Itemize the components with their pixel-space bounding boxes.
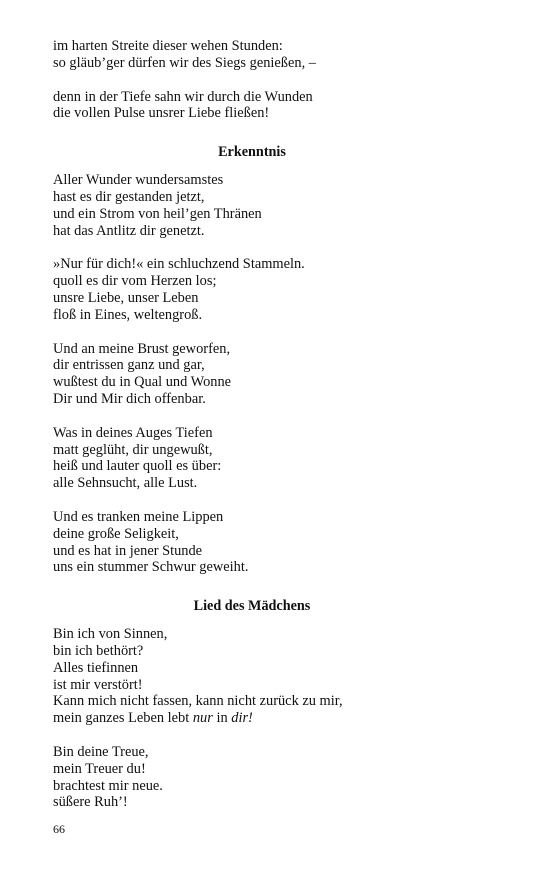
verse-line: wußtest du in Qual und Wonne: [53, 374, 232, 391]
verse-line-with-emphasis: [53, 710, 503, 727]
poem1-stanza-2: [53, 256, 503, 323]
verse-line: Und an meine Brust geworfen,: [53, 340, 231, 357]
verse-line: Und es tranken meine Lippen: [53, 508, 224, 525]
verse-line: heiß und lauter quoll es über:: [53, 458, 222, 475]
verse-line: quoll es dir vom Herzen los;: [53, 273, 217, 290]
verse-line: und ein Strom von heil’gen Thränen: [53, 205, 262, 222]
verse-line: Was in deines Auges Tiefen: [53, 424, 213, 441]
verse-line: und es hat in jener Stunde: [53, 542, 203, 559]
poem-title-erkenntnis: Erkenntnis: [218, 144, 286, 161]
verse-line: Bin deine Treue,: [53, 743, 149, 760]
verse-line: Dir und Mir dich offenbar.: [53, 390, 206, 407]
emphasis-text: nur: [192, 710, 213, 727]
verse-line: Aller Wunder wundersamstes: [53, 172, 224, 189]
page-number: 66: [53, 822, 65, 836]
verse-line: so gläub’ger dürfen wir des Siegs genießen, –: [53, 54, 316, 71]
verse-line: hast es dir gestanden jetzt,: [53, 188, 205, 205]
verse-line: unsre Liebe, unser Leben: [53, 289, 199, 306]
poem1-stanza-1: [53, 172, 503, 239]
verse-line: mein Treuer du!: [53, 760, 146, 777]
verse-line: uns ein stummer Schwur geweiht.: [53, 559, 249, 576]
verse-line: brachtest mir neue.: [53, 777, 163, 794]
verse-line: bin ich bethört?: [53, 642, 144, 659]
verse-text: in: [212, 710, 232, 727]
poem1-stanza-5: [53, 509, 503, 576]
fragment-stanza-2: [53, 89, 503, 123]
poem2-stanza-2: [53, 744, 503, 811]
verse-line: alle Sehnsucht, alle Lust.: [53, 475, 198, 492]
page-content: [53, 38, 503, 811]
verse-line: matt geglüht, dir ungewußt,: [53, 441, 213, 458]
poem1-stanza-4: [53, 425, 503, 492]
verse-line: im harten Streite dieser wehen Stunden:: [53, 38, 283, 54]
verse-line: floß in Eines, weltengroß.: [53, 306, 203, 323]
verse-line: denn in der Tiefe sahn wir durch die Wunden: [53, 88, 313, 105]
fragment-stanza-1: [53, 38, 503, 72]
poem-title-lied-des-maedchens: Lied des Mädchens: [193, 598, 311, 615]
verse-line: Bin ich von Sinnen,: [53, 626, 168, 643]
verse-text: mein ganzes Leben lebt: [53, 710, 193, 727]
verse-line: süßere Ruh’!: [53, 794, 128, 811]
verse-line: hat das Antlitz dir genetzt.: [53, 222, 205, 239]
poem1-stanza-3: [53, 341, 503, 408]
verse-line: die vollen Pulse unsrer Liebe fließen!: [53, 105, 270, 122]
verse-line: »Nur für dich!« ein schluchzend Stammeln.: [53, 256, 305, 273]
poem2-stanza-1: [53, 626, 503, 727]
verse-line: Kann mich nicht fassen, kann nicht zurück zu mir,: [53, 693, 343, 710]
verse-line: dir entrissen ganz und gar,: [53, 357, 205, 374]
verse-line: Alles tiefinnen: [53, 659, 139, 676]
verse-line: ist mir verstört!: [53, 676, 143, 693]
emphasis-text: dir!: [231, 710, 253, 727]
verse-line: deine große Seligkeit,: [53, 525, 179, 542]
